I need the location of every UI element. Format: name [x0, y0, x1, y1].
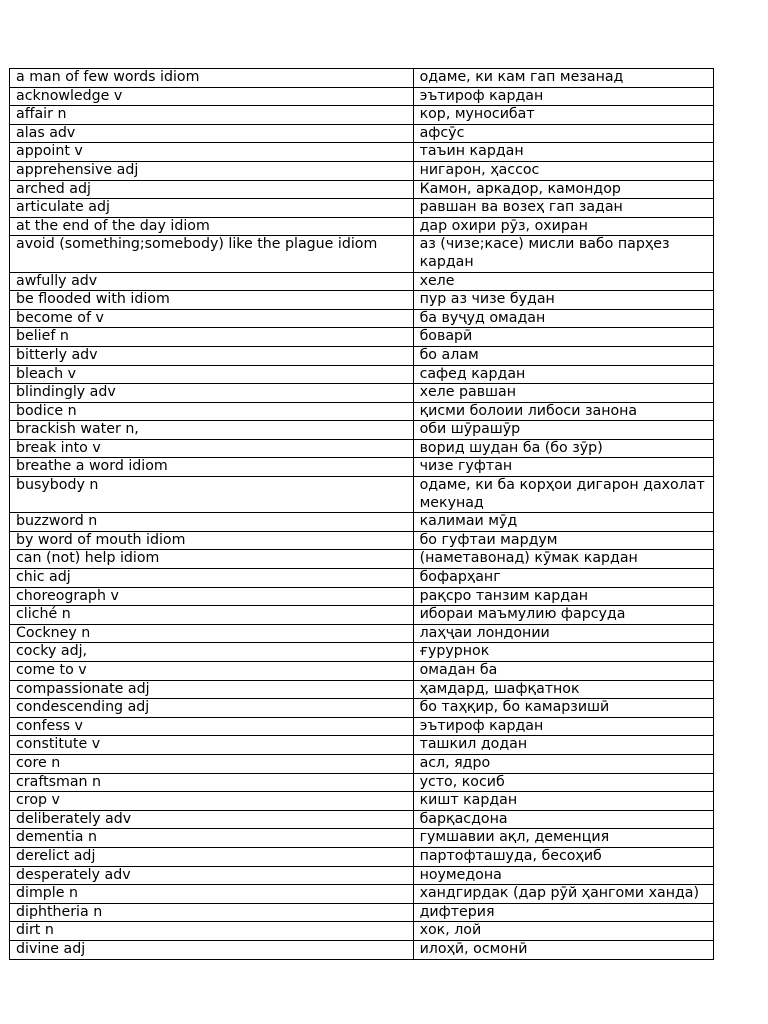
- table-row: [10, 643, 714, 662]
- tajik-translation-cell: бофарҳанг: [413, 569, 713, 588]
- tajik-translation-cell: хеле равшан: [413, 384, 713, 403]
- english-term-cell: Cockney n: [10, 624, 414, 643]
- english-term-cell: a man of few words idiom: [10, 69, 414, 88]
- tajik-translation-cell: пур аз чизе будан: [413, 291, 713, 310]
- tajik-translation-cell: сафед кардан: [413, 365, 713, 384]
- table-row: [10, 291, 714, 310]
- tajik-translation-cell: кор, муносибат: [413, 106, 713, 125]
- english-term-cell: dimple n: [10, 885, 414, 904]
- table-row: [10, 569, 714, 588]
- vocabulary-sheet: [9, 68, 714, 960]
- tajik-translation-cell: равшан ва возеҳ гап задан: [413, 199, 713, 218]
- table-row: [10, 199, 714, 218]
- english-term-cell: acknowledge v: [10, 87, 414, 106]
- table-row: [10, 143, 714, 162]
- table-row: [10, 754, 714, 773]
- table-row: [10, 940, 714, 959]
- table-row: [10, 531, 714, 550]
- english-term-cell: diphtheria n: [10, 903, 414, 922]
- english-term-cell: condescending adj: [10, 699, 414, 718]
- tajik-translation-cell: ба вуҷуд омадан: [413, 309, 713, 328]
- table-row: [10, 847, 714, 866]
- english-term-cell: dementia n: [10, 829, 414, 848]
- table-row: [10, 736, 714, 755]
- english-term-cell: can (not) help idiom: [10, 550, 414, 569]
- table-row: [10, 513, 714, 532]
- table-row: [10, 903, 714, 922]
- tajik-translation-cell: бо алам: [413, 346, 713, 365]
- table-row: [10, 384, 714, 403]
- english-term-cell: crop v: [10, 792, 414, 811]
- tajik-translation-cell: бо гуфтаи мардум: [413, 531, 713, 550]
- tajik-translation-cell: барқасдона: [413, 810, 713, 829]
- english-term-cell: be flooded with idiom: [10, 291, 414, 310]
- english-term-cell: bleach v: [10, 365, 414, 384]
- english-term-cell: desperately adv: [10, 866, 414, 885]
- table-row: [10, 587, 714, 606]
- tajik-translation-cell: кишт кардан: [413, 792, 713, 811]
- english-term-cell: appoint v: [10, 143, 414, 162]
- table-row: [10, 161, 714, 180]
- table-row: [10, 773, 714, 792]
- table-row: [10, 885, 714, 904]
- tajik-translation-cell: одаме, ки ба корҳои дигарон дахолат мекунад: [413, 477, 713, 513]
- table-row: [10, 829, 714, 848]
- table-row: [10, 272, 714, 291]
- english-term-cell: core n: [10, 754, 414, 773]
- english-term-cell: cocky adj,: [10, 643, 414, 662]
- english-term-cell: become of v: [10, 309, 414, 328]
- english-term-cell: confess v: [10, 717, 414, 736]
- english-term-cell: dirt n: [10, 922, 414, 941]
- english-term-cell: come to v: [10, 662, 414, 681]
- tajik-translation-cell: гумшавии ақл, деменция: [413, 829, 713, 848]
- table-row: [10, 346, 714, 365]
- table-row: [10, 810, 714, 829]
- table-row: [10, 717, 714, 736]
- english-term-cell: bodice n: [10, 402, 414, 421]
- table-row: [10, 402, 714, 421]
- tajik-translation-cell: партофташуда, бесоҳиб: [413, 847, 713, 866]
- english-term-cell: cliché n: [10, 606, 414, 625]
- english-term-cell: affair n: [10, 106, 414, 125]
- table-row: [10, 606, 714, 625]
- english-term-cell: compassionate adj: [10, 680, 414, 699]
- table-row: [10, 217, 714, 236]
- english-term-cell: by word of mouth idiom: [10, 531, 414, 550]
- english-term-cell: craftsman n: [10, 773, 414, 792]
- tajik-translation-cell: усто, косиб: [413, 773, 713, 792]
- english-term-cell: alas adv: [10, 124, 414, 143]
- english-term-cell: constitute v: [10, 736, 414, 755]
- english-term-cell: awfully adv: [10, 272, 414, 291]
- table-row: [10, 439, 714, 458]
- english-term-cell: bitterly adv: [10, 346, 414, 365]
- vocabulary-table: [9, 68, 714, 960]
- tajik-translation-cell: калимаи мӯд: [413, 513, 713, 532]
- english-term-cell: break into v: [10, 439, 414, 458]
- tajik-translation-cell: омадан ба: [413, 662, 713, 681]
- tajik-translation-cell: рақсро танзим кардан: [413, 587, 713, 606]
- tajik-translation-cell: (наметавонад) кӯмак кардан: [413, 550, 713, 569]
- tajik-translation-cell: нигарон, ҳассос: [413, 161, 713, 180]
- table-row: [10, 922, 714, 941]
- tajik-translation-cell: хандгирдак (дар рӯй ҳангоми ханда): [413, 885, 713, 904]
- english-term-cell: busybody n: [10, 477, 414, 513]
- english-term-cell: articulate adj: [10, 199, 414, 218]
- english-term-cell: choreograph v: [10, 587, 414, 606]
- tajik-translation-cell: ҳамдард, шафқатнок: [413, 680, 713, 699]
- tajik-translation-cell: ғурурнок: [413, 643, 713, 662]
- table-row: [10, 624, 714, 643]
- vocabulary-table-body: [10, 69, 714, 960]
- tajik-translation-cell: хеле: [413, 272, 713, 291]
- table-row: [10, 662, 714, 681]
- table-row: [10, 458, 714, 477]
- table-row: [10, 365, 714, 384]
- tajik-translation-cell: бо таҳқир, бо камарзишӣ: [413, 699, 713, 718]
- english-term-cell: derelict adj: [10, 847, 414, 866]
- english-term-cell: blindingly adv: [10, 384, 414, 403]
- tajik-translation-cell: оби шӯрашӯр: [413, 421, 713, 440]
- tajik-translation-cell: қисми болоии либоси занона: [413, 402, 713, 421]
- english-term-cell: brackish water n,: [10, 421, 414, 440]
- tajik-translation-cell: афсӯс: [413, 124, 713, 143]
- table-row: [10, 236, 714, 272]
- table-row: [10, 124, 714, 143]
- tajik-translation-cell: Камон, аркадор, камондор: [413, 180, 713, 199]
- tajik-translation-cell: ташкил додан: [413, 736, 713, 755]
- table-row: [10, 680, 714, 699]
- tajik-translation-cell: одаме, ки кам гап мезанад: [413, 69, 713, 88]
- tajik-translation-cell: эътироф кардан: [413, 717, 713, 736]
- table-row: [10, 106, 714, 125]
- tajik-translation-cell: дар охири рӯз, охиран: [413, 217, 713, 236]
- tajik-translation-cell: ноумедона: [413, 866, 713, 885]
- english-term-cell: chic adj: [10, 569, 414, 588]
- table-row: [10, 477, 714, 513]
- table-row: [10, 699, 714, 718]
- tajik-translation-cell: дифтерия: [413, 903, 713, 922]
- table-row: [10, 550, 714, 569]
- tajik-translation-cell: асл, ядро: [413, 754, 713, 773]
- tajik-translation-cell: аз (чизе;касе) мисли вабо парҳез кардан: [413, 236, 713, 272]
- english-term-cell: deliberately adv: [10, 810, 414, 829]
- table-row: [10, 309, 714, 328]
- tajik-translation-cell: ворид шудан ба (бо зӯр): [413, 439, 713, 458]
- tajik-translation-cell: эътироф кардан: [413, 87, 713, 106]
- table-row: [10, 792, 714, 811]
- english-term-cell: avoid (something;somebody) like the plague idiom: [10, 236, 414, 272]
- tajik-translation-cell: хок, лой: [413, 922, 713, 941]
- tajik-translation-cell: илоҳӣ, осмонӣ: [413, 940, 713, 959]
- english-term-cell: apprehensive adj: [10, 161, 414, 180]
- english-term-cell: divine adj: [10, 940, 414, 959]
- english-term-cell: buzzword n: [10, 513, 414, 532]
- tajik-translation-cell: боварӣ: [413, 328, 713, 347]
- english-term-cell: at the end of the day idiom: [10, 217, 414, 236]
- tajik-translation-cell: таъин кардан: [413, 143, 713, 162]
- tajik-translation-cell: ибораи маъмулию фарсуда: [413, 606, 713, 625]
- english-term-cell: belief n: [10, 328, 414, 347]
- table-row: [10, 328, 714, 347]
- english-term-cell: breathe a word idiom: [10, 458, 414, 477]
- english-term-cell: arched adj: [10, 180, 414, 199]
- tajik-translation-cell: чизе гуфтан: [413, 458, 713, 477]
- table-row: [10, 866, 714, 885]
- tajik-translation-cell: лаҳҷаи лондонии: [413, 624, 713, 643]
- table-row: [10, 69, 714, 88]
- table-row: [10, 421, 714, 440]
- table-row: [10, 180, 714, 199]
- table-row: [10, 87, 714, 106]
